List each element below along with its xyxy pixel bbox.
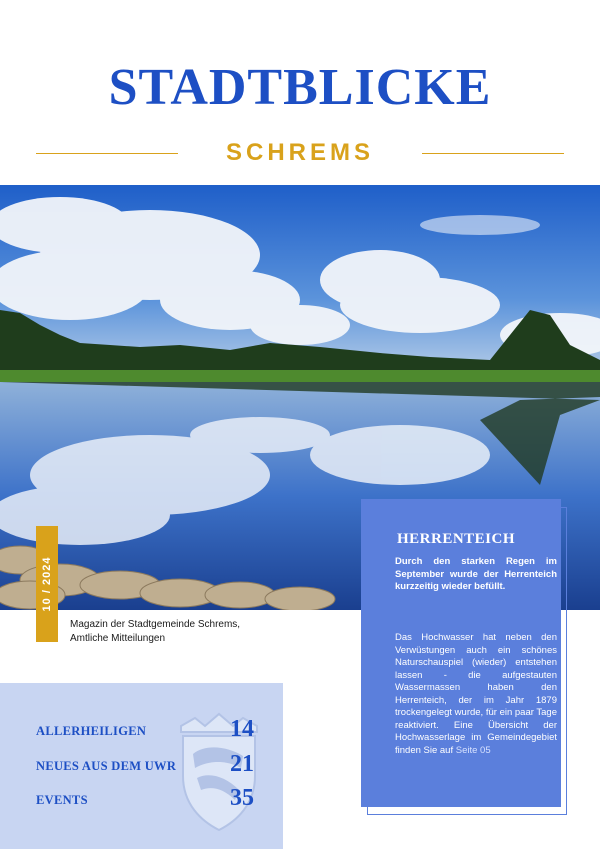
issue-date: 10 / 2024 xyxy=(41,556,53,612)
toc-page-number: 14 xyxy=(230,716,254,742)
feature-heading: HERRENTEICH xyxy=(397,531,516,547)
description-line-1: Magazin der Stadtgemeinde Schrems, xyxy=(70,619,241,630)
page-reference-link[interactable]: Seite 05 xyxy=(455,744,491,756)
toc-item-neues-aus-dem-uwr[interactable] xyxy=(36,750,256,776)
feature-lead: Durch den starken Regen im September wurde der Herrenteich kurzzeitig wieder befüllt. xyxy=(395,556,557,592)
masthead xyxy=(0,0,600,185)
toc-item-allerheiligen[interactable] xyxy=(36,715,256,741)
description-line-2: Amtliche Mitteilungen xyxy=(70,633,166,644)
town-name: SCHREMS xyxy=(225,139,374,166)
magazine-title: STADTBLICKE xyxy=(108,59,492,116)
feature-box xyxy=(361,499,561,807)
divider-right xyxy=(422,153,564,154)
toc-page-number: 21 xyxy=(230,751,254,777)
toc-label: EVENTS xyxy=(36,793,88,807)
feature-body-text: Das Hochwasser hat neben den Verwüstungen auch ein schönes Naturschauspiel (wieder) entstehen lassen - die aufgestauten Wassermassen haben den Herrenteich, der im Jahr 1879 trockengelegt wurde, für ein paar Tage reaktiviert. Eine Übersicht der Hochwasserlage im Gemeindegebiet finden Sie auf xyxy=(395,632,557,756)
magazine-description xyxy=(70,618,330,646)
toc-item-events[interactable] xyxy=(36,784,256,810)
toc-label: NEUES AUS DEM UWR xyxy=(36,759,177,773)
toc-label: ALLERHEILIGEN xyxy=(36,724,147,738)
issue-date-bar xyxy=(36,526,58,642)
table-of-contents xyxy=(0,683,283,849)
feature-body xyxy=(395,632,557,757)
toc-page-number: 35 xyxy=(230,785,254,811)
